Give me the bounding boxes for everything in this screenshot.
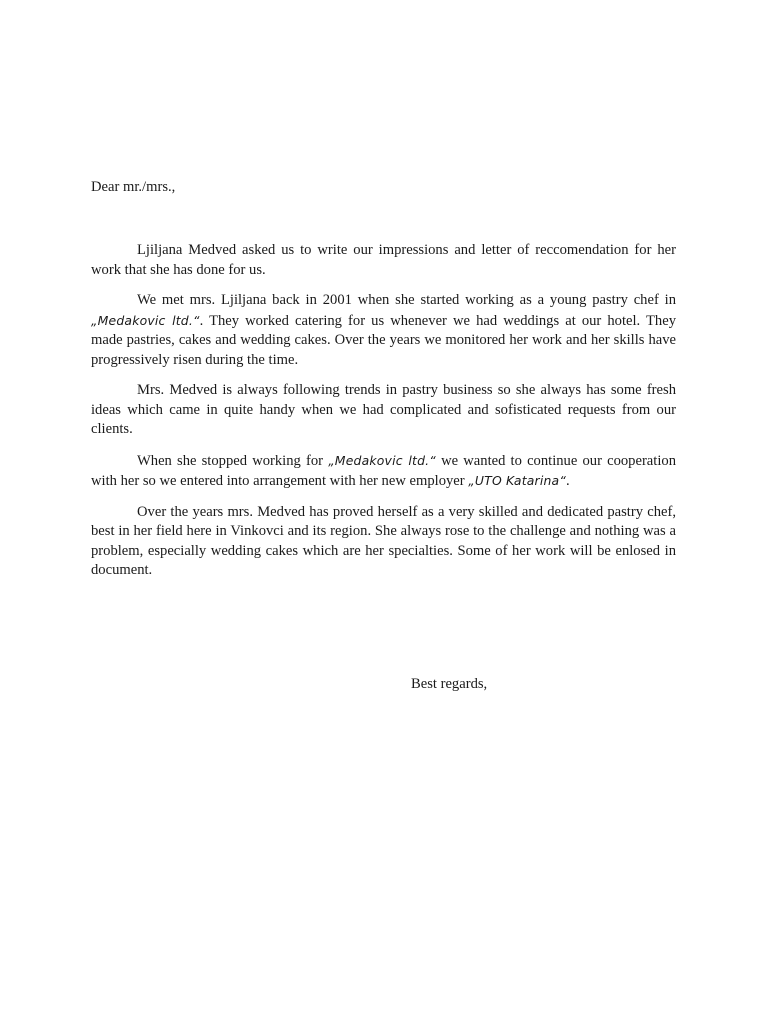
salutation: Dear mr./mrs., [91, 179, 176, 195]
company-name-medakovic: „Medakovic ltd.“ [328, 452, 436, 468]
paragraph-trends: Mrs. Medved is always following trends in pastry business so she always has some fresh ideas which came in quite handy when we had complicated and sofisticated requests from our clients. [91, 382, 676, 437]
paragraph-skills: Over the years mrs. Medved has proved herself as a very skilled and dedicated pastry chef, best in her field here in Vinkovci and its region. She always rose to the challenge and nothing was a problem, especially wedding cakes which are her specialties. Some of her work will be enlosed in document. [91, 503, 676, 578]
paragraph-cooperation-start: When she stopped working for [137, 452, 329, 469]
paragraph-cooperation-middle: we wanted to continue our cooperation with her so we entered into arrangement with her new employer [91, 452, 676, 489]
paragraph-history-start: We met mrs. Ljiljana back in 2001 when she started working as a young pastry chef in [137, 292, 676, 308]
paragraph-cooperation [91, 451, 676, 492]
letter-body [91, 241, 676, 592]
paragraph-cooperation-end: . [565, 473, 570, 489]
paragraph-history [91, 291, 676, 370]
closing: Best regards, [411, 676, 488, 692]
paragraph-history-end: . They worked catering for us whenever we had weddings at our hotel. They made pastries, cakes and wedding cakes. Over the years we monitored her work and her skills have progressively risen during the time. [91, 312, 676, 368]
company-name-uto-katarina: „UTO Katarina“ [468, 473, 566, 488]
paragraph-request: Ljiljana Medved asked us to write our impressions and letter of reccomendation for her work that she has done for us. [91, 242, 676, 278]
company-name-medakovic: „Medakovic ltd.“ [91, 312, 200, 328]
